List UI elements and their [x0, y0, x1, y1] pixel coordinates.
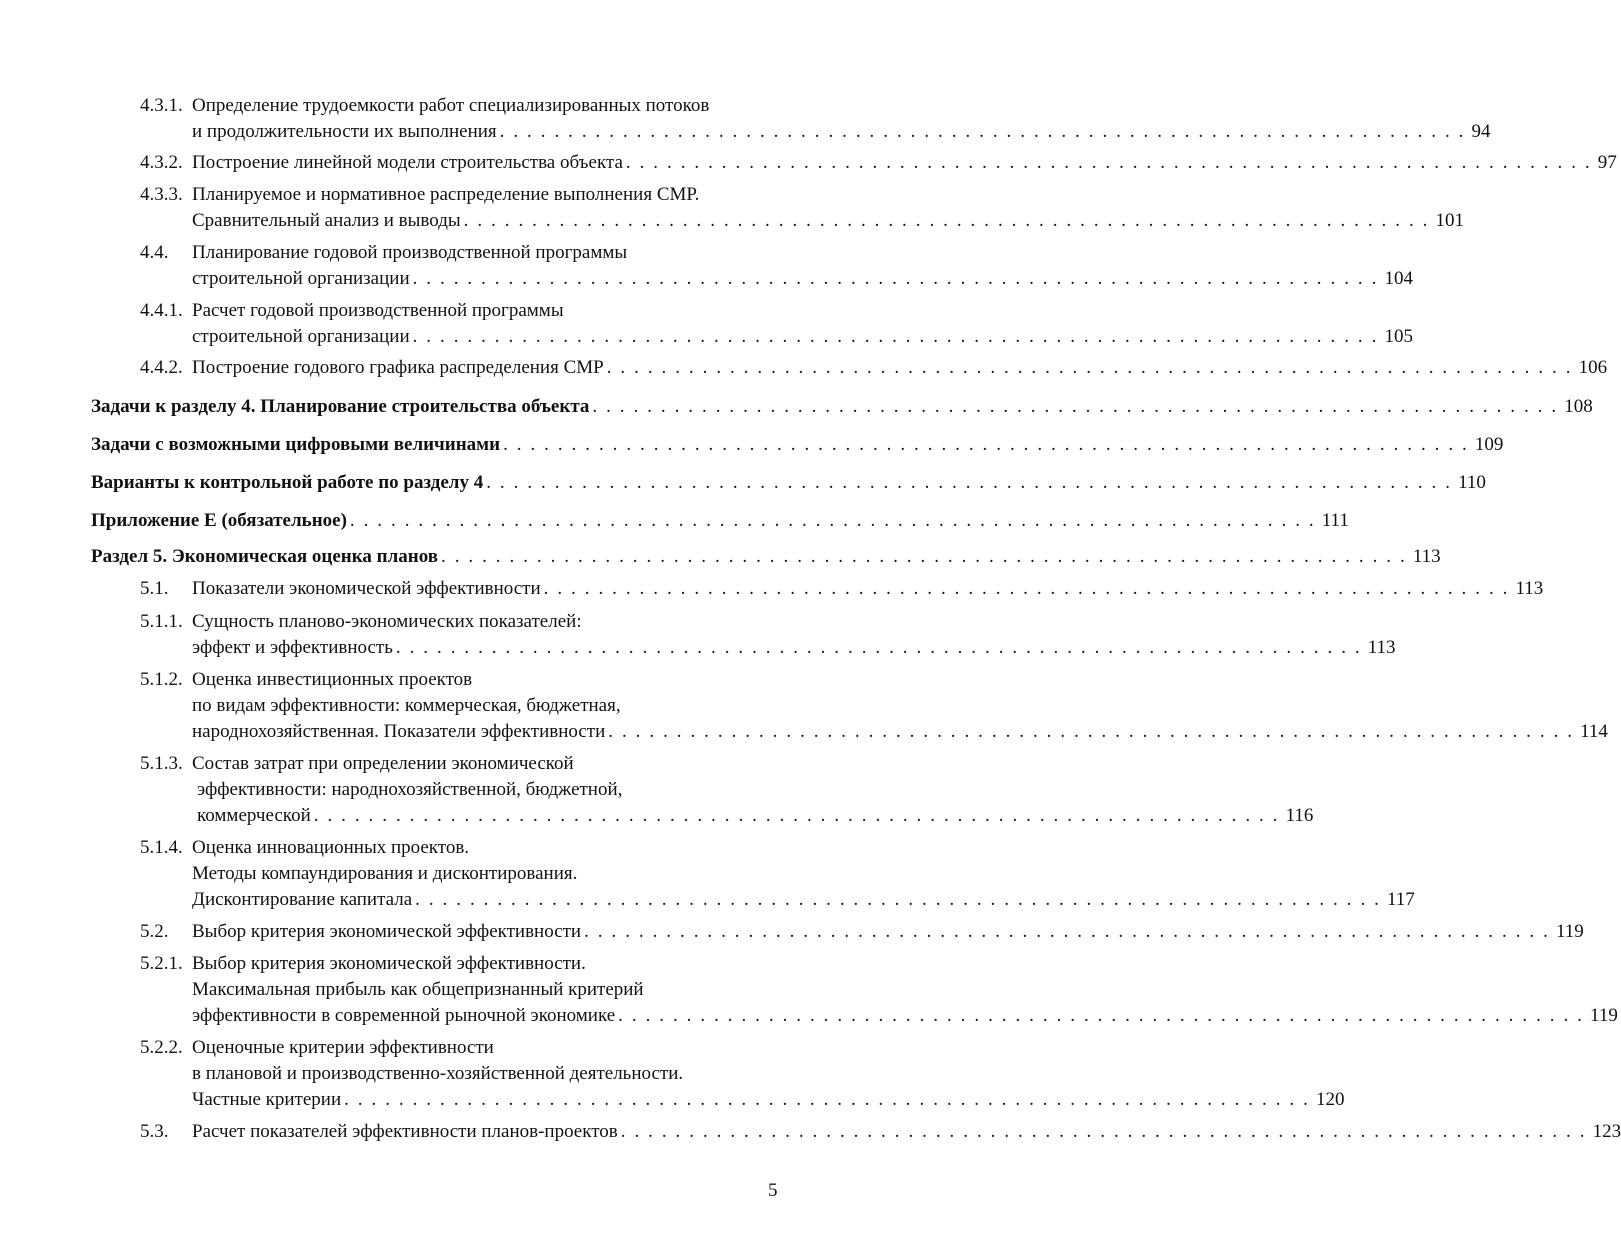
toc-entry[interactable] — [91, 434, 1504, 456]
toc-entry[interactable] — [197, 805, 1314, 827]
leader-dots: . . . . . . . . . . . . . . . . . . . . . . . . . . . . . . . . . . . . . . . . . . . . . . . . . . . . . . . . . . . . . . . . . . . . . . . — [592, 396, 1559, 417]
toc-entry[interactable] — [192, 152, 1617, 174]
toc-entry[interactable] — [192, 357, 1608, 379]
toc-entry[interactable] — [192, 210, 1464, 232]
entry-title: Дисконтирование капитала — [192, 889, 413, 910]
entry-number: 5.1.2. — [140, 669, 183, 690]
entry-number: 5.1. — [140, 578, 169, 599]
entry-number: 4.4.2. — [140, 357, 183, 378]
entry-title: Состав затрат при определении экономической — [192, 753, 574, 774]
entry-title: Варианты к контрольной работе по разделу 4 — [91, 472, 484, 493]
leader-dots: . . . . . . . . . . . . . . . . . . . . . . . . . . . . . . . . . . . . . . . . . . . . . . . . . . . . . . . . . . . . . . . . . . . . . . . — [412, 326, 1379, 347]
entry-title: Частные критерии — [192, 1089, 342, 1110]
entry-page-number: 119 — [1590, 1005, 1618, 1026]
entry-title: Оценочные критерии эффективности — [192, 1037, 494, 1058]
entry-page-number: 113 — [1412, 546, 1441, 567]
entry-title: строительной организации — [192, 268, 410, 289]
entry-page-number: 109 — [1474, 434, 1504, 455]
entry-page-number: 117 — [1387, 889, 1415, 910]
leader-dots: . . . . . . . . . . . . . . . . . . . . . . . . . . . . . . . . . . . . . . . . . . . . . . . . . . . . . . . . . . . . . . . . . . . . . . . — [584, 921, 1550, 942]
leader-dots: . . . . . . . . . . . . . . . . . . . . . . . . . . . . . . . . . . . . . . . . . . . . . . . . . . . . . . . . . . . . . . . . . . . . . . . — [463, 210, 1430, 231]
leader-dots: . . . . . . . . . . . . . . . . . . . . . . . . . . . . . . . . . . . . . . . . . . . . . . . . . . . . . . . . . . . . . . . . . . . . . . . — [499, 121, 1466, 142]
toc-entry[interactable] — [91, 472, 1486, 494]
entry-page-number: 116 — [1285, 805, 1314, 826]
entry-title: Максимальная прибыль как общепризнанный критерий — [192, 979, 644, 1000]
leader-dots: . . . . . . . . . . . . . . . . . . . . . . . . . . . . . . . . . . . . . . . . . . . . . . . . . . . . . . . . . . . . . . . . . . . . . . . — [344, 1089, 1310, 1110]
entry-number: 5.3. — [140, 1121, 169, 1142]
entry-title: в плановой и производственно-хозяйственной деятельности. — [192, 1063, 684, 1084]
leader-dots: . . . . . . . . . . . . . . . . . . . . . . . . . . . . . . . . . . . . . . . . . . . . . . . . . . . . . . . . . . . . . . . . . . . . . . . — [543, 578, 1510, 599]
entry-title: и продолжительности их выполнения — [192, 121, 497, 142]
toc-entry[interactable] — [192, 921, 1584, 943]
toc-entry[interactable] — [192, 1089, 1345, 1111]
entry-page-number: 119 — [1555, 921, 1584, 942]
entry-title: строительной организации — [192, 326, 410, 347]
entry-title: Построение линейной модели строительства объекта — [192, 152, 623, 173]
entry-title: коммерческой — [197, 805, 311, 826]
toc-entry[interactable] — [192, 637, 1396, 659]
entry-page-number: 123 — [1592, 1121, 1621, 1142]
leader-dots: . . . . . . . . . . . . . . . . . . . . . . . . . . . . . . . . . . . . . . . . . . . . . . . . . . . . . . . . . . . . . . . . . . . . . . . — [486, 472, 1453, 493]
toc-entry[interactable] — [91, 510, 1349, 532]
entry-number: 4.3.2. — [140, 152, 183, 173]
entry-title: Планируемое и нормативное распределение выполнения СМР. — [192, 184, 700, 205]
entry-title: народнохозяйственная. Показатели эффективности — [192, 721, 606, 742]
entry-page-number: 113 — [1515, 578, 1544, 599]
toc-entry[interactable] — [192, 889, 1415, 911]
leader-dots: . . . . . . . . . . . . . . . . . . . . . . . . . . . . . . . . . . . . . . . . . . . . . . . . . . . . . . . . . . . . . . . . . . . . . . . — [313, 805, 1280, 826]
entry-title: Оценка инновационных проектов. — [192, 837, 470, 858]
entry-title: Выбор критерия экономической эффективности. — [192, 953, 586, 974]
toc-entry[interactable] — [192, 268, 1413, 290]
entry-title: Выбор критерия экономической эффективности — [192, 921, 582, 942]
entry-page-number: 108 — [1564, 396, 1593, 417]
entry-number: 4.4. — [140, 242, 169, 263]
entry-title: по видам эффективности: коммерческая, бюджетная, — [192, 695, 621, 716]
entry-page-number: 111 — [1321, 510, 1349, 531]
entry-page-number: 120 — [1315, 1089, 1345, 1110]
entry-page-number: 114 — [1580, 721, 1608, 742]
leader-dots: . . . . . . . . . . . . . . . . . . . . . . . . . . . . . . . . . . . . . . . . . . . . . . . . . . . . . . . . . . . . . . . . . . . . . . . — [395, 637, 1362, 658]
entry-title: Построение годового графика распределения СМР — [192, 357, 604, 378]
entry-title: Оценка инвестиционных проектов — [192, 669, 473, 690]
leader-dots: . . . . . . . . . . . . . . . . . . . . . . . . . . . . . . . . . . . . . . . . . . . . . . . . . . . . . . . . . . . . . . . . . . . . . . . — [415, 889, 1382, 910]
toc-entry[interactable] — [192, 121, 1491, 143]
entry-page-number: 106 — [1578, 357, 1608, 378]
entry-title: эффективности: народнохозяйственной, бюджетной, — [197, 779, 623, 800]
leader-dots: . . . . . . . . . . . . . . . . . . . . . . . . . . . . . . . . . . . . . . . . . . . . . . . . . . . . . . . . . . . . . . . . . . . . . . . — [625, 152, 1592, 173]
entry-page-number: 97 — [1597, 152, 1617, 173]
leader-dots: . . . . . . . . . . . . . . . . . . . . . . . . . . . . . . . . . . . . . . . . . . . . . . . . . . . . . . . . . . . . . . . . . . . . . . . — [606, 357, 1573, 378]
toc-entry[interactable] — [91, 396, 1593, 418]
entry-number: 4.3.1. — [140, 95, 183, 116]
toc-entry[interactable] — [192, 1005, 1618, 1027]
entry-number: 5.1.3. — [140, 753, 183, 774]
entry-title: Задачи с возможными цифровыми величинами — [91, 434, 501, 455]
entry-title: Приложение Е (обязательное) — [91, 510, 347, 531]
toc-entry[interactable] — [192, 578, 1544, 600]
toc-entry[interactable] — [91, 546, 1441, 568]
entry-title: Задачи к разделу 4. Планирование строительства объекта — [91, 396, 590, 417]
entry-title: Определение трудоемкости работ специализированных потоков — [192, 95, 710, 116]
entry-title: эффект и эффективность — [192, 637, 393, 658]
entry-number: 5.1.1. — [140, 611, 183, 632]
entry-page-number: 110 — [1458, 472, 1486, 493]
leader-dots: . . . . . . . . . . . . . . . . . . . . . . . . . . . . . . . . . . . . . . . . . . . . . . . . . . . . . . . . . . . . . . . . . . . . . . . — [349, 510, 1316, 531]
entry-number: 5.2.2. — [140, 1037, 183, 1058]
toc-entry[interactable] — [192, 326, 1413, 348]
entry-number: 5.1.4. — [140, 837, 183, 858]
entry-number: 5.2. — [140, 921, 169, 942]
entry-page-number: 105 — [1384, 326, 1413, 347]
entry-title: эффективности в современной рыночной экономике — [192, 1005, 616, 1026]
leader-dots: . . . . . . . . . . . . . . . . . . . . . . . . . . . . . . . . . . . . . . . . . . . . . . . . . . . . . . . . . . . . . . . . . . . . . . . — [608, 721, 1575, 742]
entry-title: Расчет показателей эффективности планов-проектов — [192, 1121, 618, 1142]
entry-title: Раздел 5. Экономическая оценка планов — [91, 546, 438, 567]
entry-page-number: 101 — [1435, 210, 1464, 231]
entry-title: Расчет годовой производственной программы — [192, 300, 564, 321]
leader-dots: . . . . . . . . . . . . . . . . . . . . . . . . . . . . . . . . . . . . . . . . . . . . . . . . . . . . . . . . . . . . . . . . . . . . . . . — [620, 1121, 1587, 1142]
leader-dots: . . . . . . . . . . . . . . . . . . . . . . . . . . . . . . . . . . . . . . . . . . . . . . . . . . . . . . . . . . . . . . . . . . . . . . . — [412, 268, 1379, 289]
entry-page-number: 113 — [1367, 637, 1396, 658]
page-number: 5 — [768, 1180, 778, 1201]
entry-page-number: 94 — [1471, 121, 1491, 142]
entry-title: Показатели экономической эффективности — [192, 578, 541, 599]
entry-number: 4.3.3. — [140, 184, 183, 205]
leader-dots: . . . . . . . . . . . . . . . . . . . . . . . . . . . . . . . . . . . . . . . . . . . . . . . . . . . . . . . . . . . . . . . . . . . . . . . — [618, 1005, 1585, 1026]
leader-dots: . . . . . . . . . . . . . . . . . . . . . . . . . . . . . . . . . . . . . . . . . . . . . . . . . . . . . . . . . . . . . . . . . . . . . . . — [503, 434, 1469, 455]
entry-title: Методы компаундирования и дисконтирования. — [192, 863, 578, 884]
toc-entry[interactable] — [192, 1121, 1621, 1143]
toc-entry[interactable] — [192, 721, 1608, 743]
entry-page-number: 104 — [1384, 268, 1413, 289]
entry-number: 5.2.1. — [140, 953, 183, 974]
entry-title: Сущность планово-экономических показателей: — [192, 611, 582, 632]
entry-number: 4.4.1. — [140, 300, 183, 321]
entry-title: Планирование годовой производственной программы — [192, 242, 628, 263]
leader-dots: . . . . . . . . . . . . . . . . . . . . . . . . . . . . . . . . . . . . . . . . . . . . . . . . . . . . . . . . . . . . . . . . . . . . . . . — [441, 546, 1407, 567]
entry-title: Сравнительный анализ и выводы — [192, 210, 461, 231]
